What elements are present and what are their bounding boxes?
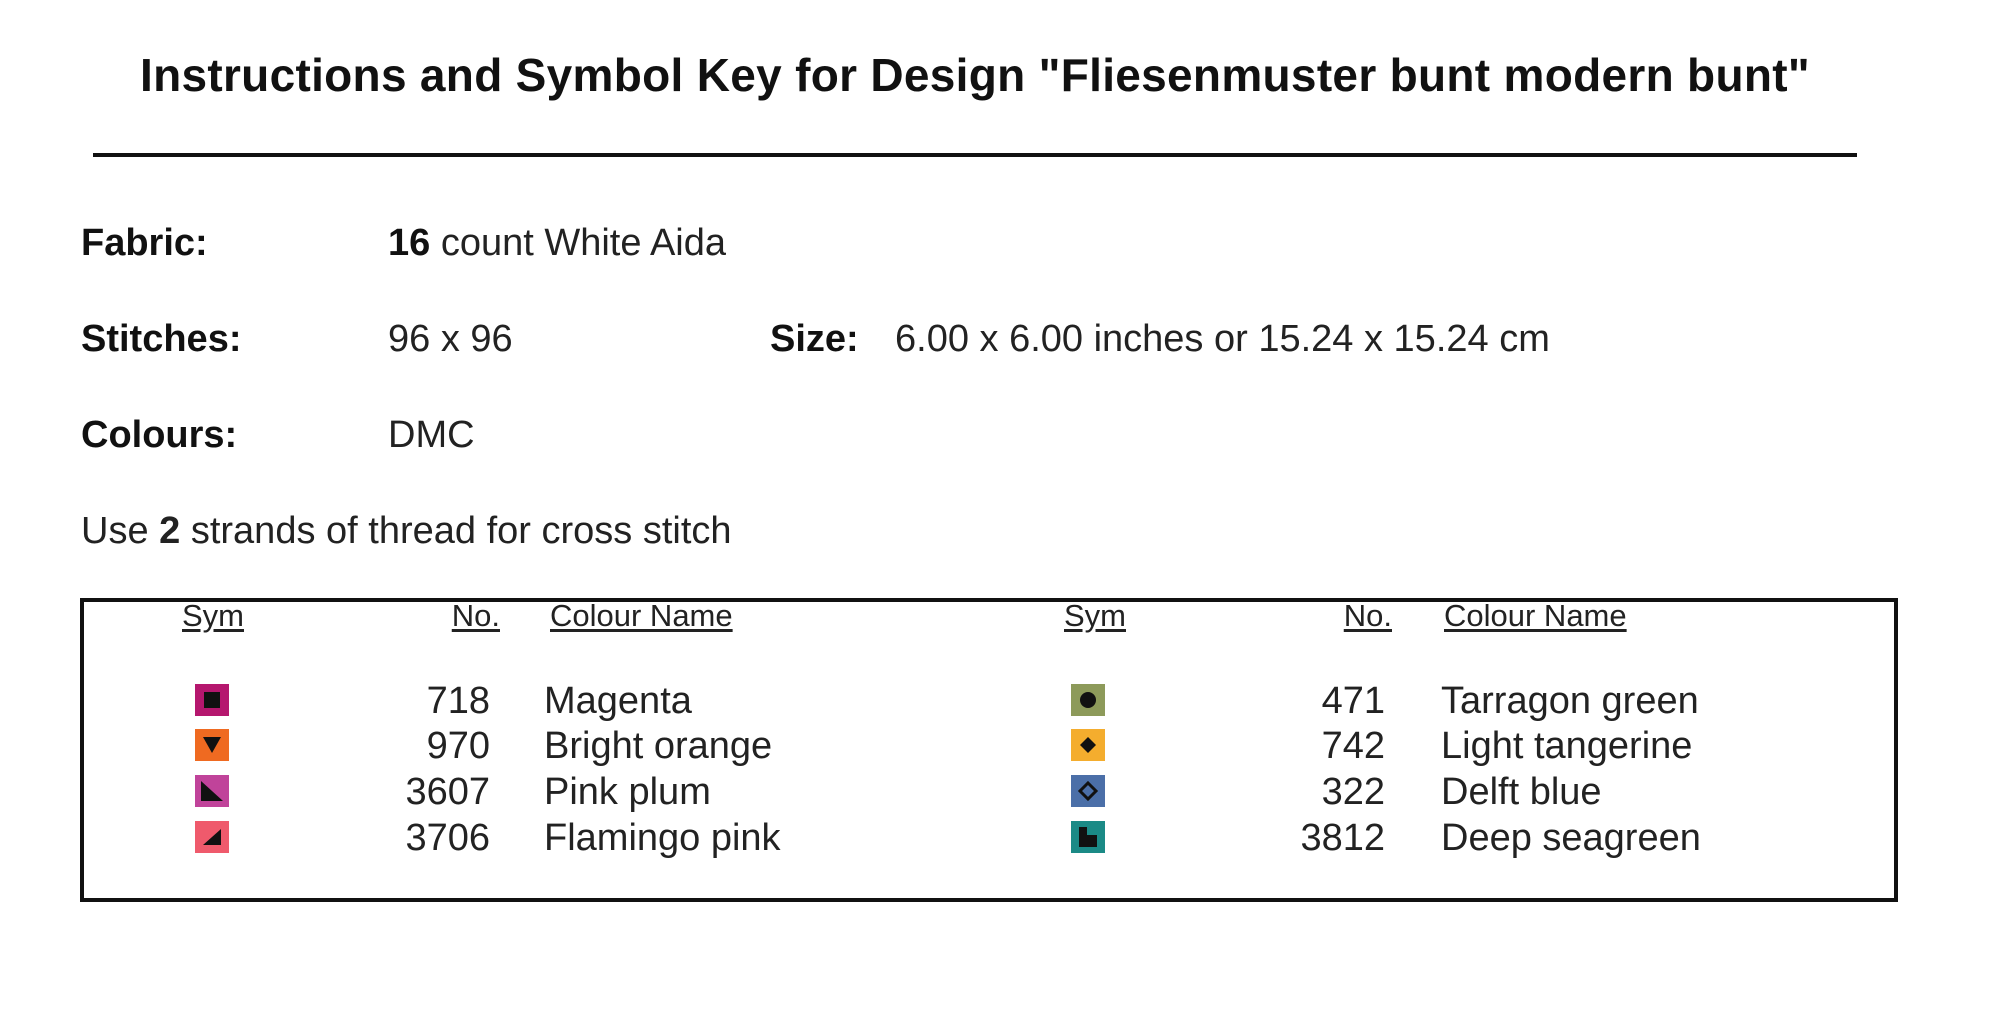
strands-count: 2: [159, 510, 181, 552]
colour-number: 970: [426, 725, 490, 767]
header-no-right: No.: [1343, 598, 1392, 633]
key-row: [0, 771, 2000, 817]
colour-name: Pink plum: [544, 771, 711, 813]
fabric-value: [388, 222, 726, 265]
strands-pre: Use: [81, 510, 160, 552]
fabric-description: count White Aida: [430, 222, 727, 264]
colour-number: 3607: [405, 771, 490, 813]
title-divider: [93, 153, 1857, 157]
key-row: [0, 680, 2000, 726]
stitches-label: Stitches:: [81, 318, 242, 360]
colour-name: Magenta: [544, 680, 692, 722]
colour-number: 3812: [1300, 817, 1385, 859]
fabric-label: Fabric:: [81, 222, 208, 264]
filled-circle-icon: [1071, 684, 1105, 716]
strands-post: strands of thread for cross stitch: [180, 510, 732, 552]
colour-number: 718: [426, 680, 490, 722]
strands-instruction: [81, 510, 732, 553]
colour-name: Delft blue: [1441, 771, 1602, 813]
header-no-left: No.: [451, 598, 500, 633]
header-colour-name-right: Colour Name: [1444, 598, 1627, 633]
colour-name: Flamingo pink: [544, 817, 781, 859]
key-row: [0, 817, 2000, 863]
colour-name: Tarragon green: [1441, 680, 1699, 722]
size-label: Size:: [770, 318, 859, 360]
header-sym-left: Sym: [182, 598, 244, 633]
colour-name: Light tangerine: [1441, 725, 1693, 767]
header-sym-right: Sym: [1064, 598, 1126, 633]
page-title: Instructions and Symbol Key for Design "Fliesenmuster bunt modern bunt": [140, 49, 1810, 101]
colour-name: Bright orange: [544, 725, 773, 767]
step-shape-icon: [1071, 821, 1105, 853]
size-value: 6.00 x 6.00 inches or 15.24 x 15.24 cm: [895, 318, 1550, 360]
colour-name: Deep seagreen: [1441, 817, 1701, 859]
colour-number: 3706: [405, 817, 490, 859]
header-colour-name-left: Colour Name: [550, 598, 733, 633]
colour-number: 742: [1321, 725, 1385, 767]
stitches-value: 96 x 96: [388, 318, 513, 360]
colours-label: Colours:: [81, 414, 238, 456]
filled-diamond-icon: [1071, 729, 1105, 761]
outline-diamond-icon: [1071, 775, 1105, 807]
colour-number: 471: [1321, 680, 1385, 722]
key-row: [0, 725, 2000, 771]
colours-value: DMC: [388, 414, 475, 456]
colour-number: 322: [1321, 771, 1385, 813]
fabric-count: 16: [388, 222, 431, 264]
